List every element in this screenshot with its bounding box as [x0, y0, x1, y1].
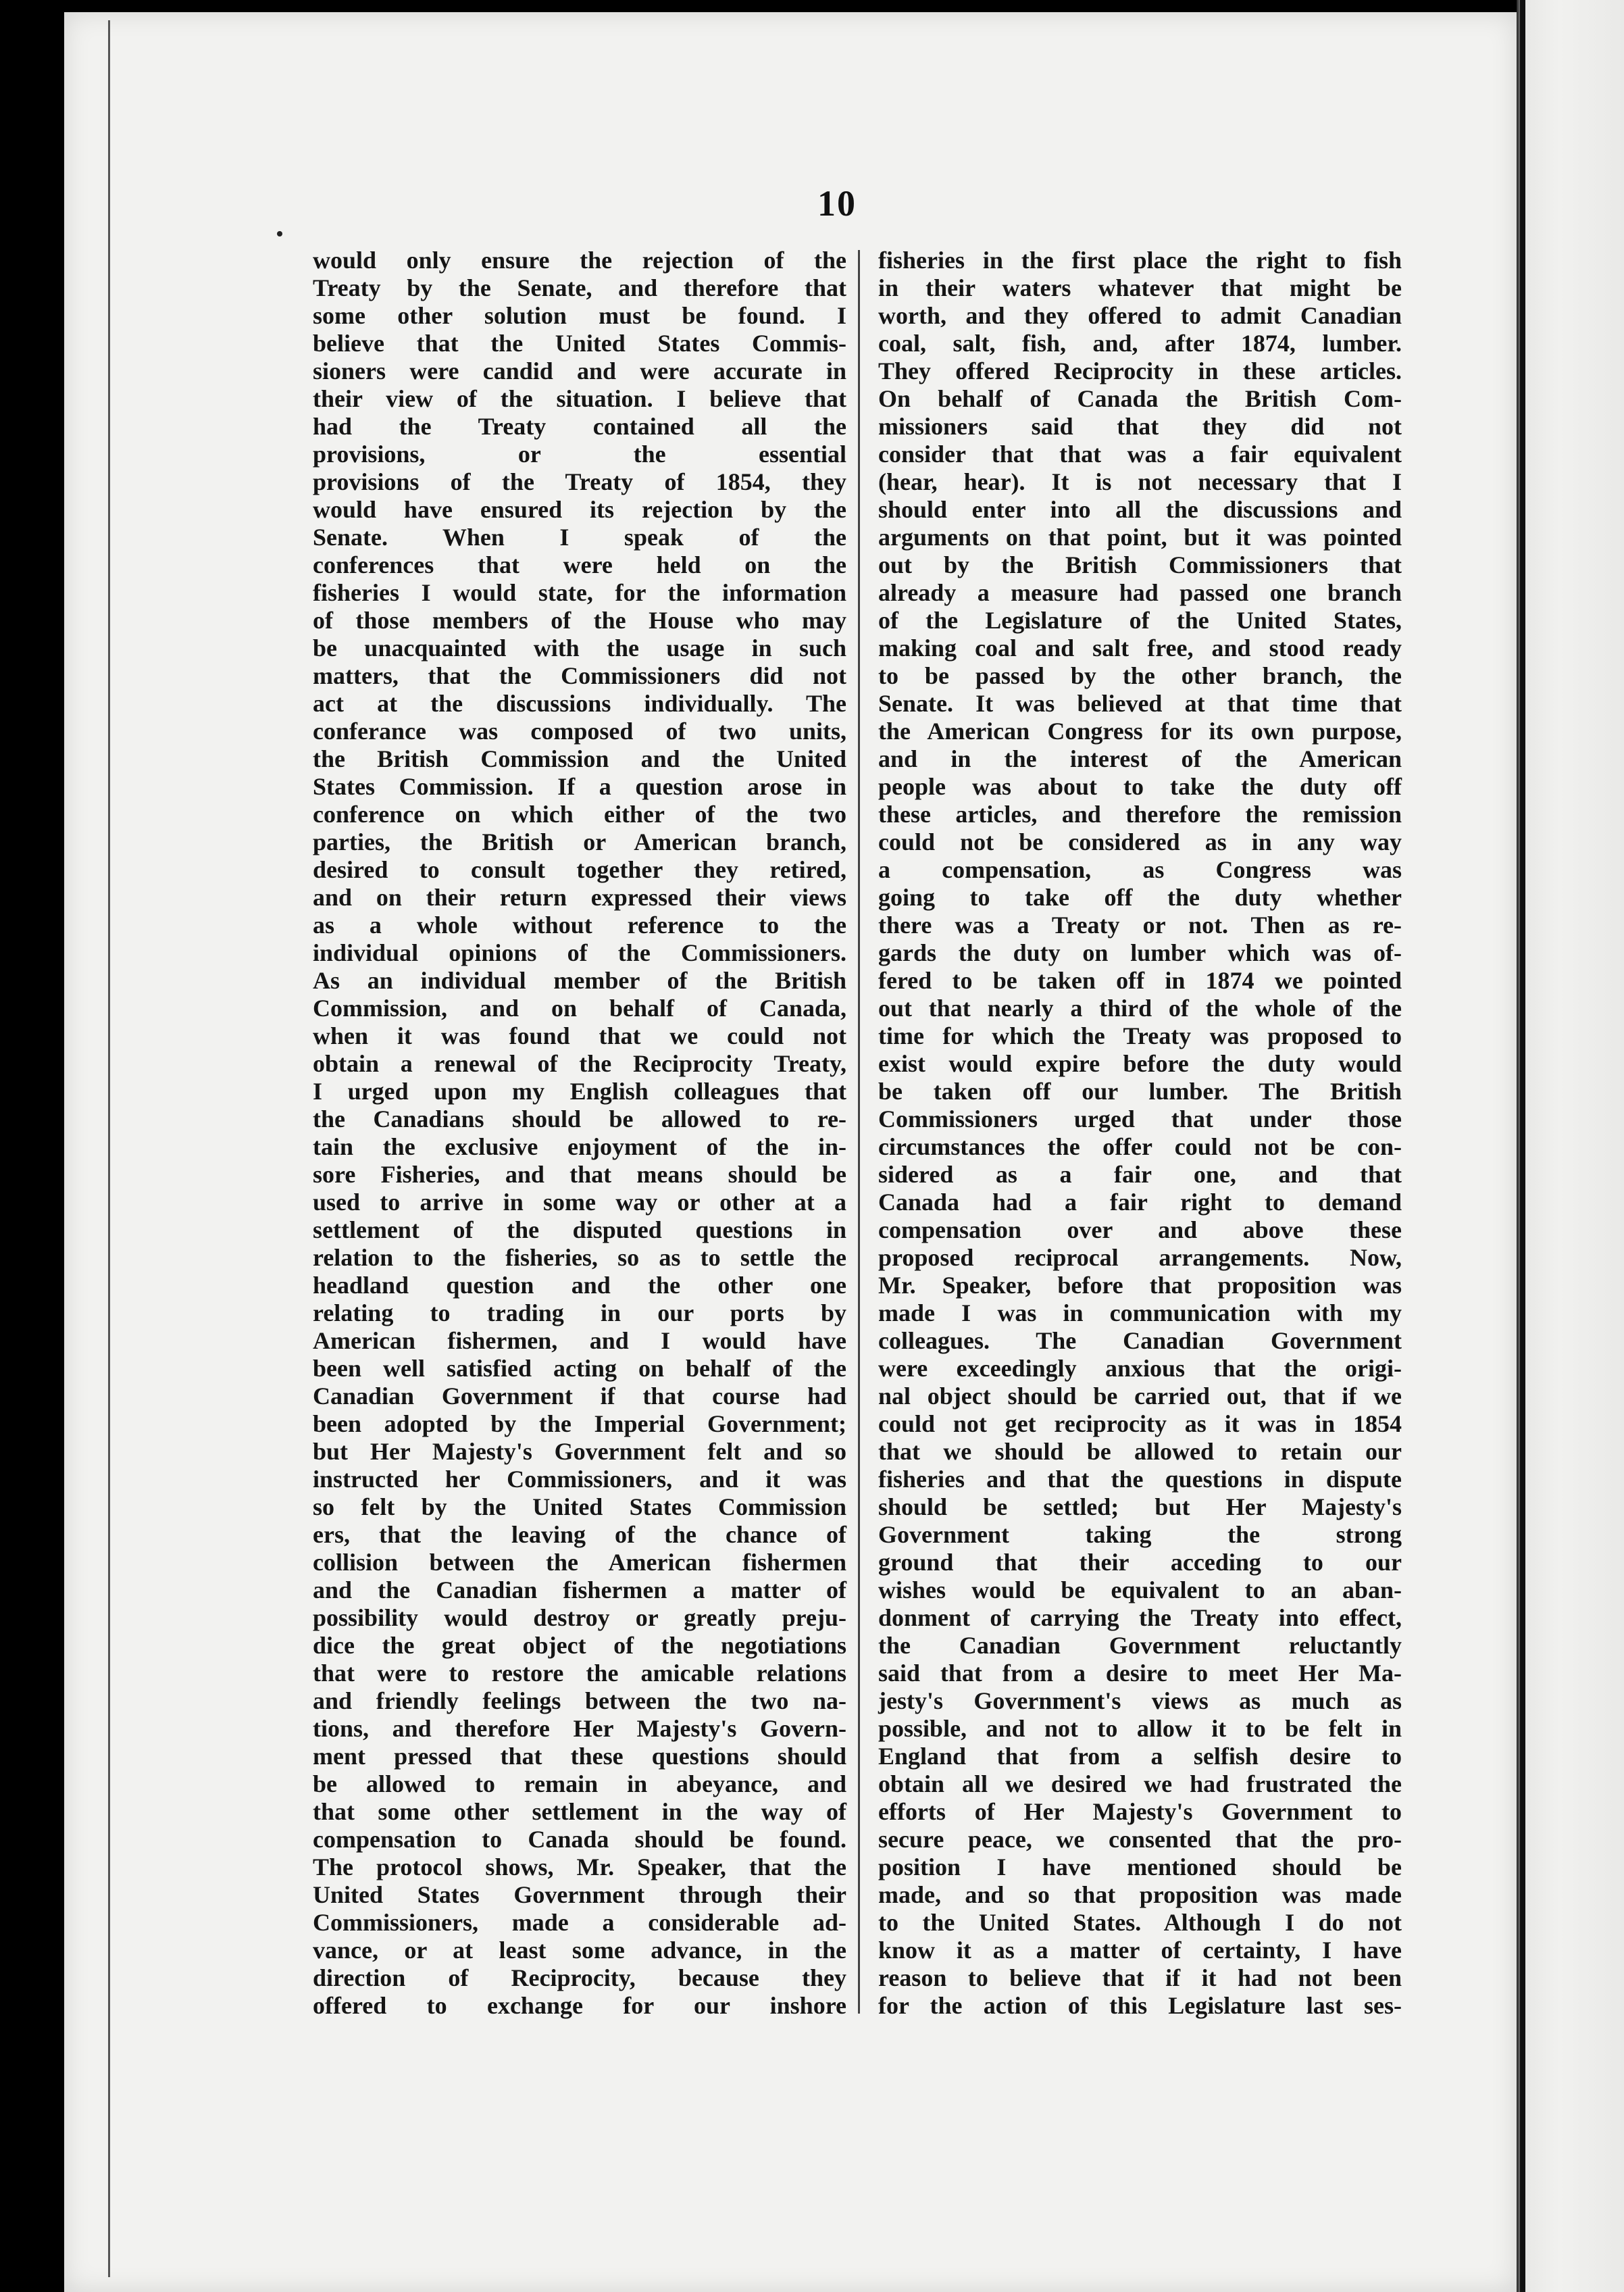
text-line: in their waters whatever that might be	[878, 274, 1402, 301]
text-line: act at the discussions individually. The	[313, 690, 846, 717]
text-line: believe that the United States Commis-	[313, 330, 846, 357]
text-line: compensation over and above these	[878, 1216, 1402, 1243]
text-line: and the Canadian fishermen a matter of	[313, 1576, 846, 1603]
text-line: Commission, and on behalf of Canada,	[313, 995, 846, 1022]
text-line: ground that their acceding to our	[878, 1549, 1402, 1576]
text-line: possible, and not to allow it to be felt in	[878, 1715, 1402, 1742]
binding-shadow-line	[108, 20, 110, 2277]
text-line: settlement of the disputed questions in	[313, 1216, 846, 1243]
text-line: the British Commission and the United	[313, 745, 846, 772]
next-page-edge	[1517, 0, 1624, 2292]
text-line: collision between the American fishermen	[313, 1549, 846, 1576]
text-line: Mr. Speaker, before that proposition was	[878, 1272, 1402, 1299]
text-line: They offered Reciprocity in these articles.	[878, 357, 1402, 384]
text-line: obtain a renewal of the Reciprocity Treaty,	[313, 1050, 846, 1077]
text-line: States Commission. If a question arose in	[313, 773, 846, 800]
text-line: been well satisfied acting on behalf of the	[313, 1355, 846, 1382]
text-line: Government taking the strong	[878, 1521, 1402, 1548]
page-number: 10	[817, 183, 857, 224]
text-line: Canada had a fair right to demand	[878, 1189, 1402, 1216]
text-line: fisheries and that the questions in dispute	[878, 1466, 1402, 1493]
text-line: provisions of the Treaty of 1854, they	[313, 468, 846, 495]
text-line: but Her Majesty's Government felt and so	[313, 1438, 846, 1465]
text-line: arguments on that point, but it was pointed	[878, 524, 1402, 551]
text-line: I urged upon my English colleagues that	[313, 1078, 846, 1105]
text-line: made, and so that proposition was made	[878, 1881, 1402, 1908]
text-line: possibility would destroy or greatly preju-	[313, 1604, 846, 1631]
text-line: used to arrive in some way or other at a	[313, 1189, 846, 1216]
text-line: these articles, and therefore the remission	[878, 801, 1402, 828]
text-line: donment of carrying the Treaty into effect,	[878, 1604, 1402, 1631]
text-line: and friendly feelings between the two na-	[313, 1687, 846, 1714]
text-line: would only ensure the rejection of the	[313, 247, 846, 274]
text-line: sioners were candid and were accurate in	[313, 357, 846, 384]
text-line: secure peace, we consented that the pro-	[878, 1826, 1402, 1853]
text-line: that some other settlement in the way of	[313, 1798, 846, 1825]
text-line: consider that that was a fair equivalent	[878, 441, 1402, 468]
text-line: colleagues. The Canadian Government	[878, 1327, 1402, 1354]
text-line: should be settled; but Her Majesty's	[878, 1493, 1402, 1520]
text-line: and on their return expressed their views	[313, 884, 846, 911]
text-line: would have ensured its rejection by the	[313, 496, 846, 523]
text-line: time for which the Treaty was proposed to	[878, 1022, 1402, 1049]
text-line: Senate. It was believed at that time that	[878, 690, 1402, 717]
text-line: vance, or at least some advance, in the	[313, 1937, 846, 1964]
page-edge-line	[1520, 0, 1525, 2292]
text-line: could not be considered as in any way	[878, 828, 1402, 855]
text-line: were exceedingly anxious that the origi-	[878, 1355, 1402, 1382]
text-line: some other solution must be found. I	[313, 302, 846, 329]
text-line: proposed reciprocal arrangements. Now,	[878, 1244, 1402, 1271]
text-line: the Canadian Government reluctantly	[878, 1632, 1402, 1659]
text-line: ment pressed that these questions should	[313, 1743, 846, 1770]
text-line: that were to restore the amicable relations	[313, 1660, 846, 1687]
text-line: could not get reciprocity as it was in 1854	[878, 1410, 1402, 1437]
text-line: the Canadians should be allowed to re-	[313, 1105, 846, 1132]
text-line: Senate. When I speak of the	[313, 524, 846, 551]
text-line: tain the exclusive enjoyment of the in-	[313, 1133, 846, 1160]
text-line: so felt by the United States Commission	[313, 1493, 846, 1520]
text-line: said that from a desire to meet Her Ma-	[878, 1660, 1402, 1687]
text-line: wishes would be equivalent to an aban-	[878, 1576, 1402, 1603]
text-line: direction of Reciprocity, because they	[313, 1964, 846, 1991]
text-line: sidered as a fair one, and that	[878, 1161, 1402, 1188]
text-column-right	[878, 247, 1402, 2019]
text-line: conference on which either of the two	[313, 801, 846, 828]
text-line: out that nearly a third of the whole of the	[878, 995, 1402, 1022]
text-line: a compensation, as Congress was	[878, 856, 1402, 883]
text-line: The protocol shows, Mr. Speaker, that the	[313, 1853, 846, 1880]
text-line: already a measure had passed one branch	[878, 579, 1402, 606]
text-line: offered to exchange for our inshore	[313, 1992, 846, 2019]
column-divider	[858, 250, 860, 2014]
text-line: of the Legislature of the United States,	[878, 607, 1402, 634]
text-line: obtain all we desired we had frustrated the	[878, 1770, 1402, 1797]
text-line: gards the duty on lumber which was of-	[878, 939, 1402, 966]
text-line: England that from a selfish desire to	[878, 1743, 1402, 1770]
text-line: be allowed to remain in abeyance, and	[313, 1770, 846, 1797]
text-line: there was a Treaty or not. Then as re-	[878, 912, 1402, 939]
text-line: their view of the situation. I believe that	[313, 385, 846, 412]
text-line: individual opinions of the Commissioners.	[313, 939, 846, 966]
text-line: the American Congress for its own purpose,	[878, 718, 1402, 745]
text-line: and in the interest of the American	[878, 745, 1402, 772]
text-line: jesty's Government's views as much as	[878, 1687, 1402, 1714]
text-line: reason to believe that if it had not been	[878, 1964, 1402, 1991]
text-line: that we should be allowed to retain our	[878, 1438, 1402, 1465]
text-line: headland question and the other one	[313, 1272, 846, 1299]
text-line: know it as a matter of certainty, I have	[878, 1937, 1402, 1964]
text-line: to be passed by the other branch, the	[878, 662, 1402, 689]
text-line: be unacquainted with the usage in such	[313, 634, 846, 662]
text-line: compensation to Canada should be found.	[313, 1826, 846, 1853]
text-line: tions, and therefore Her Majesty's Govern-	[313, 1715, 846, 1742]
text-line: matters, that the Commissioners did not	[313, 662, 846, 689]
text-line: instructed her Commissioners, and it was	[313, 1466, 846, 1493]
text-line: to the United States. Although I do not	[878, 1909, 1402, 1936]
text-line: when it was found that we could not	[313, 1022, 846, 1049]
text-line: should enter into all the discussions and	[878, 496, 1402, 523]
text-line: worth, and they offered to admit Canadian	[878, 302, 1402, 329]
text-line: Canadian Government if that course had	[313, 1382, 846, 1410]
text-line: people was about to take the duty off	[878, 773, 1402, 800]
text-line: nal object should be carried out, that if we	[878, 1382, 1402, 1410]
text-line: going to take off the duty whether	[878, 884, 1402, 911]
text-line: dice the great object of the negotiations	[313, 1632, 846, 1659]
text-line: coal, salt, fish, and, after 1874, lumber.	[878, 330, 1402, 357]
text-line: sore Fisheries, and that means should be	[313, 1161, 846, 1188]
text-line: desired to consult together they retired,	[313, 856, 846, 883]
text-line: fisheries I would state, for the information	[313, 579, 846, 606]
text-line: On behalf of Canada the British Com-	[878, 385, 1402, 412]
text-line: Treaty by the Senate, and therefore that	[313, 274, 846, 301]
text-line: conferance was composed of two units,	[313, 718, 846, 745]
text-line: circumstances the offer could not be con-	[878, 1133, 1402, 1160]
text-line: out by the British Commissioners that	[878, 551, 1402, 578]
text-line: position I have mentioned should be	[878, 1853, 1402, 1880]
text-line: efforts of Her Majesty's Government to	[878, 1798, 1402, 1825]
text-line: Commissioners urged that under those	[878, 1105, 1402, 1132]
text-line: provisions, or the essential	[313, 441, 846, 468]
text-line: fisheries in the first place the right to fish	[878, 247, 1402, 274]
text-line: Commissioners, made a considerable ad-	[313, 1909, 846, 1936]
text-column-left	[313, 247, 846, 2019]
text-line: ers, that the leaving of the chance of	[313, 1521, 846, 1548]
text-line: United States Government through their	[313, 1881, 846, 1908]
text-line: conferences that were held on the	[313, 551, 846, 578]
ink-mark	[277, 231, 282, 236]
text-line: had the Treaty contained all the	[313, 413, 846, 440]
text-line: parties, the British or American branch,	[313, 828, 846, 855]
text-line: fered to be taken off in 1874 we pointed	[878, 967, 1402, 994]
text-line: relating to trading in our ports by	[313, 1299, 846, 1326]
text-line: be taken off our lumber. The British	[878, 1078, 1402, 1105]
text-line: relation to the fisheries, so as to settle the	[313, 1244, 846, 1271]
text-line: As an individual member of the British	[313, 967, 846, 994]
text-line: making coal and salt free, and stood ready	[878, 634, 1402, 662]
text-line: missioners said that they did not	[878, 413, 1402, 440]
text-line: (hear, hear). It is not necessary that I	[878, 468, 1402, 495]
text-line: for the action of this Legislature last ses-	[878, 1992, 1402, 2019]
text-line: of those members of the House who may	[313, 607, 846, 634]
text-line: made I was in communication with my	[878, 1299, 1402, 1326]
text-line: as a whole without reference to the	[313, 912, 846, 939]
text-line: exist would expire before the duty would	[878, 1050, 1402, 1077]
text-line: American fishermen, and I would have	[313, 1327, 846, 1354]
text-line: been adopted by the Imperial Government;	[313, 1410, 846, 1437]
